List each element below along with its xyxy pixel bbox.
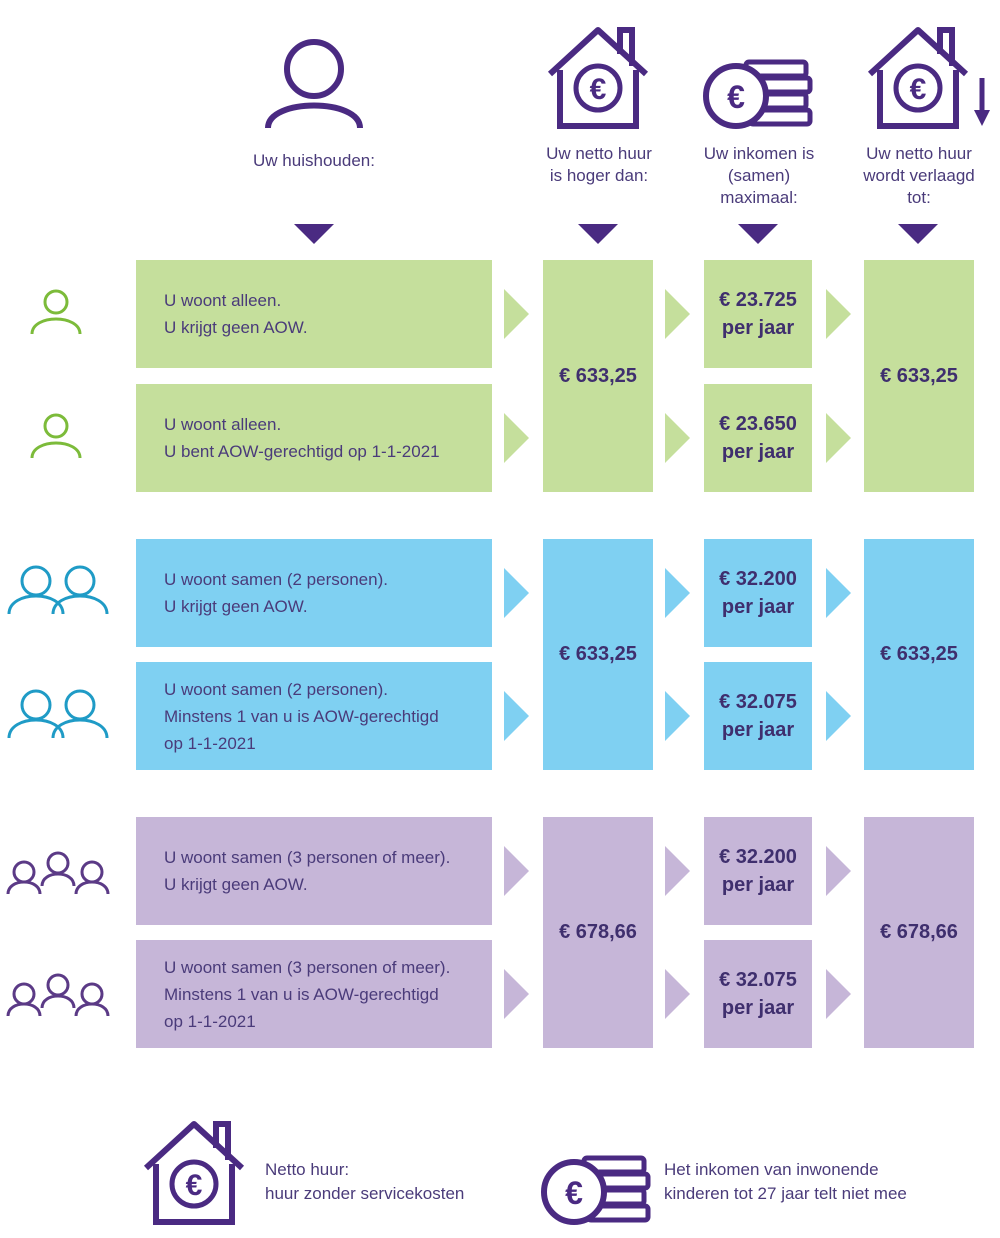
household-description: U woont samen (2 personen). Minstens 1 van u is AOW-gerechtigd op 1-1-2021 <box>136 662 492 770</box>
arrow-right <box>665 691 690 741</box>
income-limit <box>704 940 812 1048</box>
income-limit <box>704 384 812 492</box>
arrow-right <box>665 413 690 463</box>
income-amount: € 32.200 <box>719 568 797 590</box>
income-amount: € 32.075 <box>719 691 797 713</box>
rent-header: Uw netto huur is hoger dan: <box>546 144 652 185</box>
svg-text:€: € <box>565 1175 583 1211</box>
two-persons-icon <box>6 688 110 740</box>
reduced-rent-value: € 633,25 <box>864 539 974 770</box>
two-persons-icon <box>6 564 110 616</box>
arrow-right <box>826 413 851 463</box>
house-euro-down-icon <box>862 22 994 130</box>
income-limit <box>704 539 812 647</box>
single-person-icon <box>28 288 84 336</box>
household-header: Uw huishouden: <box>253 151 375 170</box>
household-pointer <box>294 224 334 244</box>
arrow-right <box>826 691 851 741</box>
income-period: per jaar <box>721 317 795 339</box>
house-euro-icon <box>542 22 654 130</box>
rent-threshold-value: € 633,25 <box>543 539 653 770</box>
household-description: U woont samen (3 personen of meer). Minstens 1 van u is AOW-gerechtigd op 1-1-2021 <box>136 940 492 1048</box>
person-icon <box>262 36 366 130</box>
income-limit <box>704 662 812 770</box>
arrow-right <box>826 568 851 618</box>
reduced-rent-pointer <box>898 224 938 244</box>
income-amount: € 23.650 <box>719 413 797 435</box>
income-period: per jaar <box>721 441 795 463</box>
income-period: per jaar <box>721 997 795 1019</box>
arrow-right <box>504 413 529 463</box>
income-amount: € 32.200 <box>719 846 797 868</box>
arrow-right <box>504 289 529 339</box>
arrow-right <box>826 969 851 1019</box>
rent-pointer <box>578 224 618 244</box>
net-rent-note: Netto huur: huur zonder servicekosten <box>265 1160 465 1203</box>
arrow-right <box>665 289 690 339</box>
arrow-right <box>826 289 851 339</box>
three-persons-icon <box>6 850 110 896</box>
household-description: U woont samen (3 personen of meer). U krijgt geen AOW. <box>136 817 492 925</box>
arrow-right <box>504 969 529 1019</box>
reduced-rent-value: € 678,66 <box>864 817 974 1048</box>
rent-threshold-value: € 678,66 <box>543 817 653 1048</box>
svg-text:€: € <box>185 1169 203 1202</box>
income-period: per jaar <box>721 719 795 741</box>
household-description: U woont alleen. U krijgt geen AOW. <box>136 260 492 368</box>
svg-text:€: € <box>727 79 745 115</box>
reduced-rent-header: Uw netto huur wordt verlaagd tot: <box>863 144 975 207</box>
income-period: per jaar <box>721 874 795 896</box>
arrow-right <box>826 846 851 896</box>
three-persons-icon <box>6 972 110 1018</box>
arrow-right <box>665 846 690 896</box>
household-description: U woont alleen. U bent AOW-gerechtigd op 1-1-2021 <box>136 384 492 492</box>
income-amount: € 32.075 <box>719 969 797 991</box>
svg-text:€: € <box>909 73 927 106</box>
income-amount: € 23.725 <box>719 289 797 311</box>
income-pointer <box>738 224 778 244</box>
income-header: Uw inkomen is (samen) maximaal: <box>703 144 815 207</box>
rent-threshold-value: € 633,25 <box>543 260 653 492</box>
arrow-right <box>504 846 529 896</box>
income-limit <box>704 260 812 368</box>
arrow-right <box>665 969 690 1019</box>
svg-text:€: € <box>589 73 607 106</box>
reduced-rent-value: € 633,25 <box>864 260 974 492</box>
arrow-right <box>665 568 690 618</box>
income-limit <box>704 817 812 925</box>
income-period: per jaar <box>721 596 795 618</box>
coins-euro-icon <box>702 56 814 132</box>
house-euro-icon <box>138 1116 250 1226</box>
arrow-right <box>504 691 529 741</box>
coins-euro-icon <box>540 1152 652 1228</box>
arrow-right <box>504 568 529 618</box>
household-description: U woont samen (2 personen). U krijgt geen AOW. <box>136 539 492 647</box>
single-person-icon <box>28 412 84 460</box>
income-note: Het inkomen van inwonende kinderen tot 27 jaar telt niet mee <box>664 1160 907 1203</box>
